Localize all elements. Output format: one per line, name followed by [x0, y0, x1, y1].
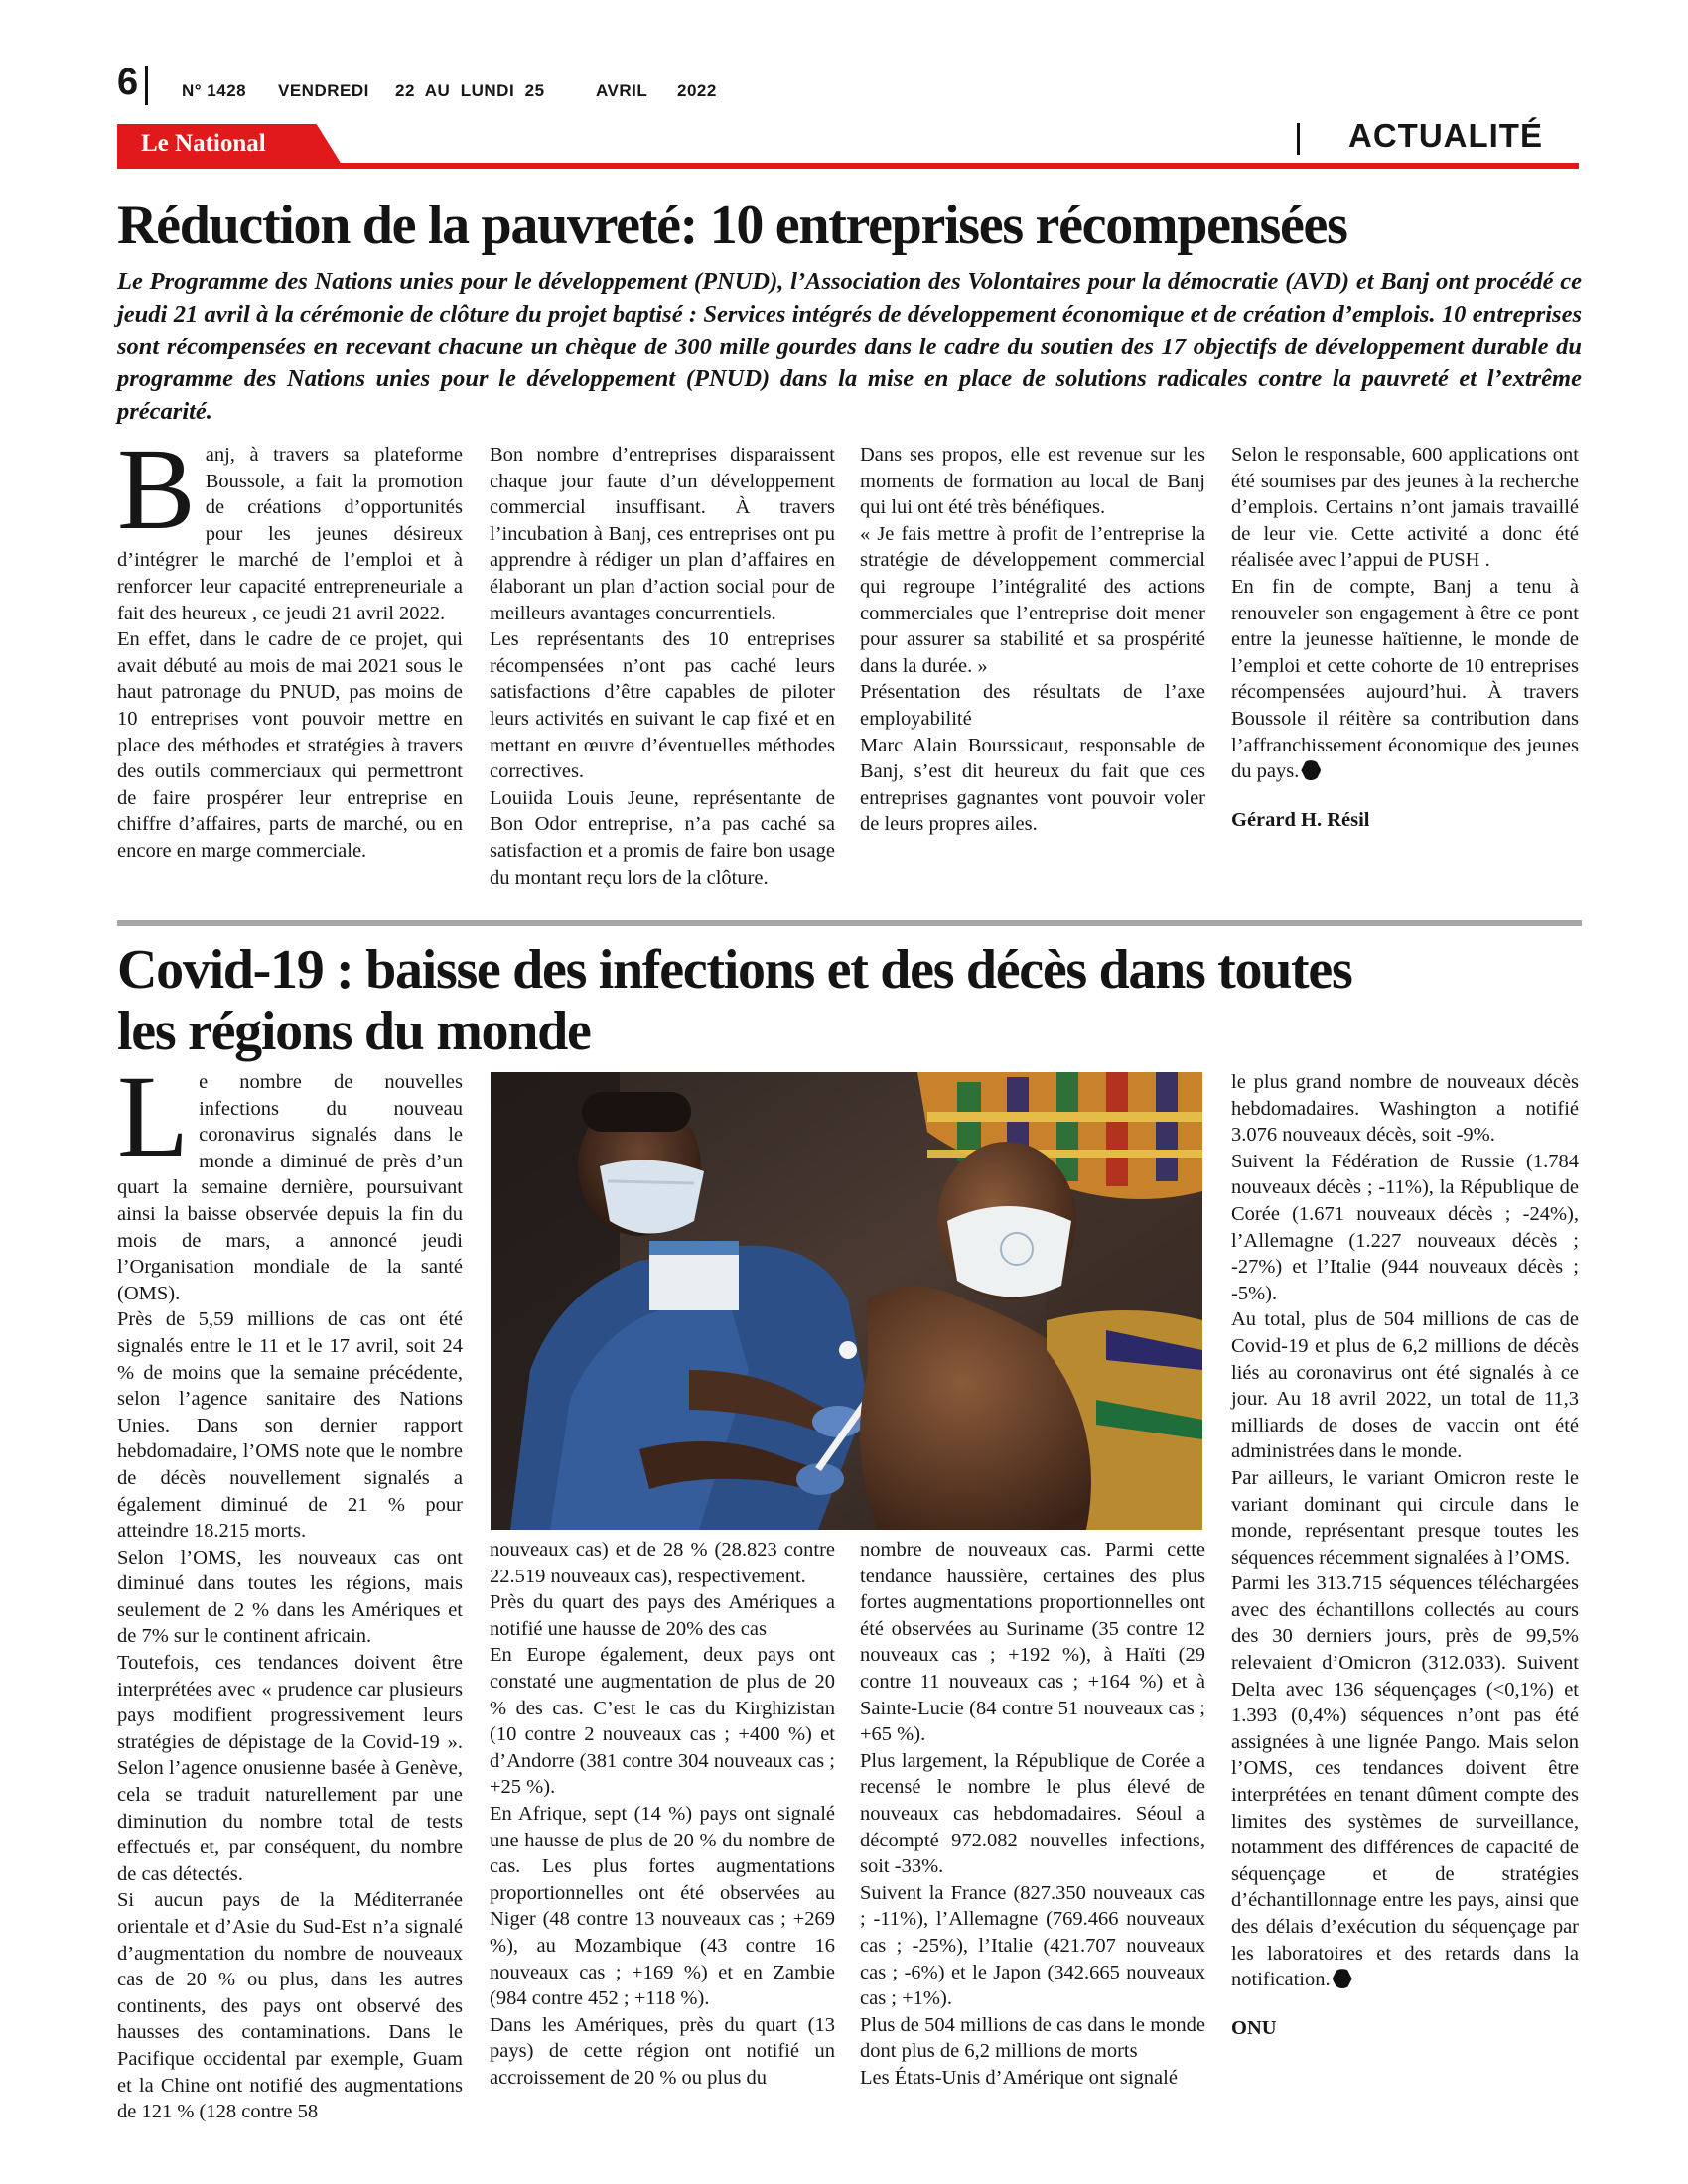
paragraph: Plus largement, la République de Corée a recensé le nombre le plus élevé de nouveaux cas hebdomadaires. Séoul a décompté 972.082 nouvelles infections, soit -33%.: [860, 1749, 1205, 1878]
end-of-article-icon: [1301, 760, 1321, 780]
paragraph: « Je fais mettre à profit de l’entreprise la stratégie de développement commercial qui regroupe l’intégralité des actions commerciales que l’entreprise doit mener pour assurer sa stabilité et sa prospérité dans la durée. »: [860, 522, 1205, 677]
issue-number: N° 1428: [182, 81, 247, 100]
folio-divider: [145, 66, 148, 105]
article1-headline: Réduction de la pauvreté: 10 entreprises récompensées: [117, 195, 1347, 256]
newspaper-logo: Le National: [141, 130, 266, 157]
article1-column-2: [490, 442, 835, 890]
paragraph: Les États-Unis d’Amérique ont signalé: [860, 2066, 1178, 2089]
article-divider: [117, 920, 1582, 926]
paragraph: Dans les Amériques, près du quart (13 pays) de cette région ont notifié un accroissement de 20 % ou plus du: [490, 2013, 835, 2089]
paragraph: Dans ses propos, elle est revenue sur les moments de formation au local de Banj qui lui ont été très bénéfiques.: [860, 444, 1205, 519]
paragraph: nombre de nouveaux cas. Parmi cette tendance haussière, certaines des plus fortes augmentations proportionnelles ont été observées au Suriname (35 contre 12 nouveaux cas ; +192 %), à Haïti (29 contre 11 nouveaux cas ; +164 %) et à Sainte-Lucie (84 contre 51 nouveaux cas ; +65 %).: [860, 1539, 1205, 1746]
dropcap: L: [117, 1051, 190, 1181]
section-divider: [1297, 123, 1300, 155]
article1-author: Gérard H. Résil: [1231, 808, 1370, 831]
paragraph: En effet, dans le cadre de ce projet, qui avait débuté au mois de mai 2021 sous le haut patronage du PNUD, pas moins de 10 entreprises vont pouvoir mettre en place des méthodes et stratégies à travers des outils commerciaux qui permettront de faire prospérer leur entreprise en chiffre d’affaires, parts de marché, ou en encore en marge commerciale.: [117, 628, 463, 862]
paragraph: Suivent la Fédération de Russie (1.784 nouveaux décès ; -11%), la République de Corée (1.671 nouveaux décès ; -24%), l’Allemagne (1.227 nouveaux décès ; -27%) et l’Italie (944 nouveaux décès ; -5%).: [1231, 1150, 1579, 1304]
paragraph: En Afrique, sept (14 %) pays ont signalé une hausse de plus de 20 % du nombre de cas. Les plus fortes augmentations proportionnelles ont été observées au Niger (48 contre 13 nouveaux cas ; +269 %), au Mozambique (43 contre 16 nouveaux cas ; +169 %) et en Zambie (984 contre 452 ; +118 %).: [490, 1802, 835, 2010]
vaccination-photo: [491, 1072, 1202, 1530]
dropcap: B: [117, 424, 196, 554]
article2-column-1: [117, 1051, 463, 2125]
article1-column-1: [117, 424, 463, 865]
issue-month: AVRIL: [596, 81, 648, 100]
paragraph: Bon nombre d’entreprises disparaissent chaque jour faute d’un développement commercial insuffisant. À travers l’incubation à Banj, ces entreprises ont pu apprendre à rédiger un plan d’affaires en élaborant un plan d’action social pour de meilleurs avantages concurrentiels.: [490, 444, 835, 624]
paragraph: Présentation des résultats de l’axe employabilité: [860, 681, 1205, 730]
paragraph-text: Parmi les 313.715 séquences téléchargées avec des échantillons collectés au cours des 30 derniers jours, près de 99,5% relevaient d’Omicron (312.033). Suivent Delta avec 136 séquençages (<0,1%) et 1.393 (0,4%) séquences n’ont pas été assignées à une lignée Pango. Mais selon l’OMS, ces tendances doivent être interprétées en tenant dûment compte des limites des systèmes de surveillance, notamment des différences de capacité de séquençage et de stratégies d’échantillonnage entre les pays, ainsi que des délais d’exécution du séquençage par les laboratoires et des retards dans la notification.: [1231, 1572, 1579, 1991]
paragraph: e nombre de nouvelles infections du nouveau coronavirus signalés dans le monde a diminué de près d’un quart la semaine dernière, poursuivant ainsi la baisse observée depuis la fin du mois de mars, a annoncé jeudi l’Organisation mondiale de la santé (OMS).: [117, 1071, 463, 1304]
article2-author: ONU: [1231, 2016, 1277, 2039]
article1-column-4: [1231, 442, 1579, 833]
paragraph: Plus de 504 millions de cas dans le monde dont plus de 6,2 millions de morts: [860, 2013, 1205, 2063]
page-number: 6: [117, 62, 139, 103]
end-of-article-icon: [1333, 1969, 1352, 1988]
paragraph-text: En fin de compte, Banj a tenu à renouveler son engagement à être ce pont entre la jeunesse haïtienne, le monde de l’emploi et cette cohorte de 10 entreprises récompensées aujourd’hui. À travers Boussole il réitère sa contribution dans l’affranchissement économique des jeunes du pays.: [1231, 575, 1579, 783]
paragraph: Marc Alain Bourssicaut, responsable de Banj, s’est dit heureux du fait que ces entreprises gagnantes vont pouvoir voler de leurs propres ailes.: [860, 734, 1205, 836]
section-title: ACTUALITÉ: [1348, 117, 1543, 154]
paragraph: Toutefois, ces tendances doivent être interprétées avec « prudence car plusieurs pays modifient progressivement leurs stratégies de dépistage de la Covid-19 ». Selon l’agence onusienne basée à Genève, cela se traduit naturellement par une diminution du nombre total de tests effectués et, par conséquent, du nombre de cas détectés.: [117, 1652, 463, 1885]
issue-year: 2022: [677, 81, 717, 100]
paragraph: [1231, 574, 1579, 785]
article1-column-3: [860, 442, 1205, 838]
paragraph: En Europe également, deux pays ont constaté une augmentation de plus de 20 % des cas. C’est le cas du Kirghizistan (10 contre 2 nouveaux cas ; +400 %) et d’Andorre (381 contre 304 nouveaux cas ; +25 %).: [490, 1644, 835, 1799]
paragraph: anj, à travers sa plateforme Boussole, a fait la promotion de créations d’opportunités pour les jeunes désireux d’intégrer le marché de l’emploi et à renforcer leur capacité entrepreneuriale a fait des heureux , ce jeudi 21 avril 2022.: [117, 444, 463, 624]
paragraph: Au total, plus de 504 millions de cas de Covid-19 et plus de 6,2 millions de décès liés au coronavirus ont été signalés à ce jour. Au 18 avril 2022, un total de 11,3 milliards de doses de vaccin ont été administrées dans le monde.: [1231, 1308, 1579, 1463]
paragraph: Près du quart des pays des Amériques a notifié une hausse de 20% des cas: [490, 1591, 835, 1640]
header-rule: [117, 163, 1579, 169]
paragraph: [1231, 1570, 1579, 1993]
paragraph: Louiida Louis Jeune, représentante de Bon Odor entreprise, n’a pas caché sa satisfaction et a promis de faire bon usage du montant reçu lors de la clôture.: [490, 786, 835, 888]
paragraph: nouveaux cas) et de 28 % (28.823 contre 22.519 nouveaux cas), respectivement.: [490, 1539, 835, 1587]
article2-column-3: [860, 1537, 1205, 2091]
paragraph: Les représentants des 10 entreprises récompensées n’ont pas caché leurs satisfactions d’être capables de piloter leurs activités en suivant le cap fixé et en mettant en œuvre d’éventuelles méthodes correctives.: [490, 628, 835, 783]
issue-dates: 22 AU LUNDI 25: [395, 81, 545, 100]
article2-column-4: [1231, 1069, 1579, 2041]
paragraph: Selon l’OMS, les nouveaux cas ont diminué dans toutes les régions, mais seulement de 2 % dans les Amériques et de 7% sur le continent africain.: [117, 1546, 463, 1648]
paragraph: Si aucun pays de la Méditerranée orientale et d’Asie du Sud-Est n’a signalé d’augmentation du nombre de nouveaux cas de 20 % ou plus, dans les autres continents, des pays ont observé des hausses des contaminations. Dans le Pacifique occidental par exemple, Guam et la Chine ont notifié des augmentations de 121 % (128 contre 58: [117, 1889, 463, 2123]
paragraph: le plus grand nombre de nouveaux décès hebdomadaires. Washington a notifié 3.076 nouveaux décès, soit -9%.: [1231, 1071, 1579, 1147]
paragraph: Selon le responsable, 600 applications ont été soumises par des jeunes à la recherche d’emplois. Certains n’ont jamais travaillé de leur vie. Cette activité a donc été réalisée avec l’appui de PUSH .: [1231, 444, 1579, 572]
article2-headline: Covid-19 : baisse des infections et des décès dans toutes les régions du monde: [117, 939, 1352, 1062]
article1-lead: Le Programme des Nations unies pour le développement (PNUD), l’Association des Volontaires pour la démocratie (AVD) et Banj ont procédé ce jeudi 21 avril à la cérémonie de clôture du projet baptisé : Services intégrés de développement économique et de création d’emplois. 10 entreprises sont récompensées en recevant chacune un chèque de 300 mille gourdes dans le cadre du soutien des 17 objectifs de développement durable du programme des Nations unies pour le développement (PNUD) dans la mise en place de solutions radicales contre la pauvreté et l’extrême précarité.: [117, 268, 1582, 426]
article2-column-2: [490, 1537, 835, 2091]
paragraph: Par ailleurs, le variant Omicron reste le variant dominant qui circule dans le monde, représentant presque toutes les séquences récemment signalées à l’OMS.: [1231, 1466, 1579, 1569]
paragraph: Suivent la France (827.350 nouveaux cas ; -11%), l’Allemagne (769.466 nouveaux cas ; -25%), l’Italie (421.707 nouveaux cas ; -6%) et le Japon (342.665 nouveaux cas ; +1%).: [860, 1881, 1205, 2010]
paragraph: Près de 5,59 millions de cas ont été signalés entre le 11 et le 17 avril, soit 24 % de moins que la semaine précédente, selon l’agence sanitaire des Nations Unies. Dans son dernier rapport hebdomadaire, l’OMS note que le nombre de décès nouvellement signalés a également diminué de 21 % pour atteindre 18.215 morts.: [117, 1308, 463, 1543]
issue-day: VENDREDI: [278, 81, 369, 100]
vaccination-photo-image: [491, 1072, 1202, 1530]
